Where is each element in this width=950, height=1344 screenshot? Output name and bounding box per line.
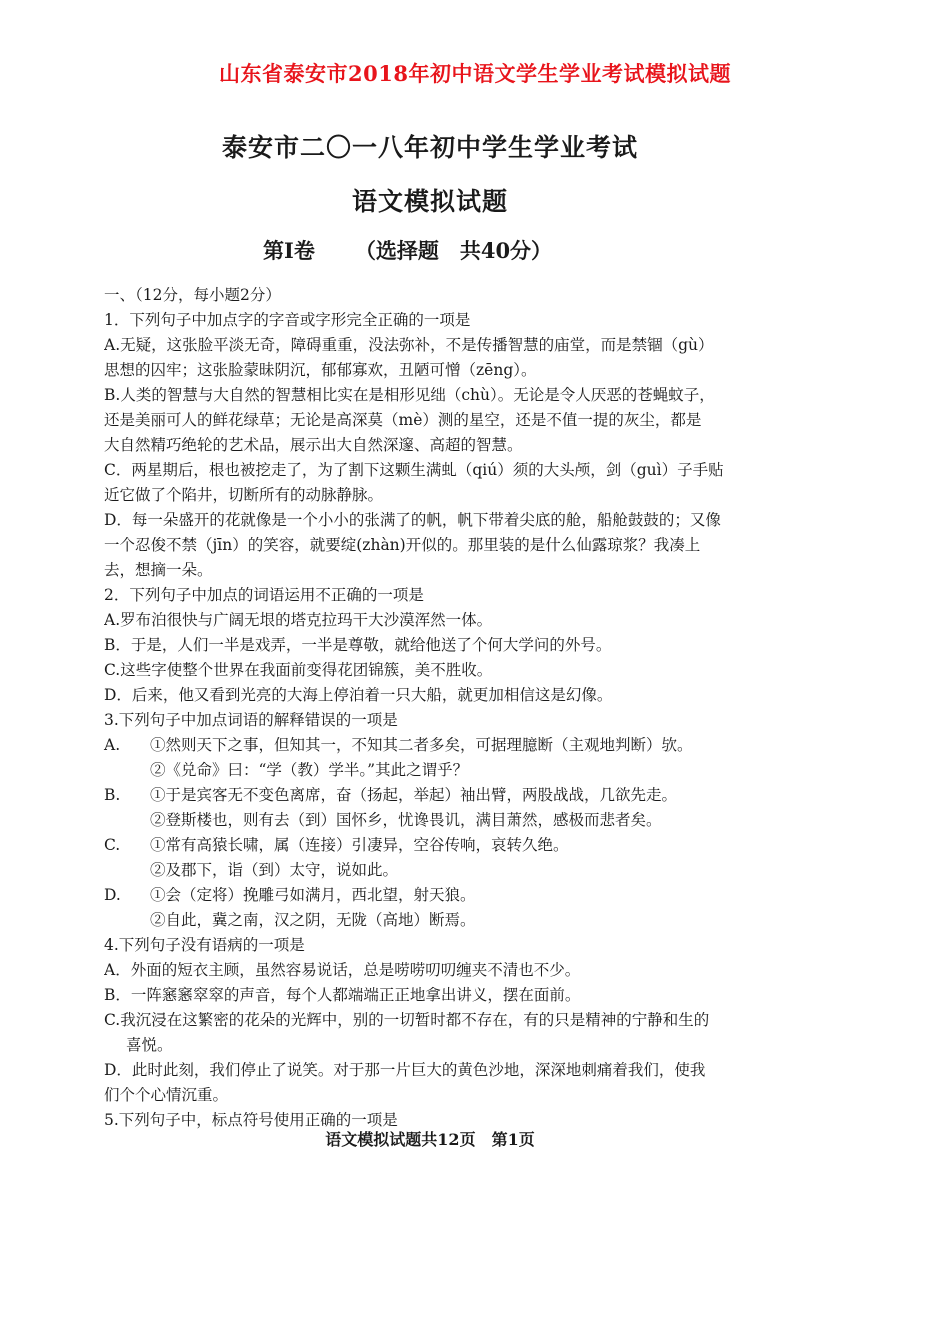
part-label: 第Ⅰ卷 (263, 238, 315, 263)
option-label: B. (104, 786, 121, 804)
question-4-option: B．一阵窸窸窣窣的声音，每个人都端端正正地拿出讲义，摆在面前。 (104, 986, 581, 1004)
option-text: ①常有高猿长啸，属（连接）引凄异，空谷传响，哀转久绝。 (150, 836, 569, 854)
question-3-option (104, 783, 774, 808)
option-text: ①于是宾客无不变色离席，奋（扬起，举起）袖出臂，两股战战，几欲先走。 (150, 786, 678, 804)
question-3-option (104, 733, 774, 758)
option-label: A. (104, 736, 121, 754)
option-text: ②《兑命》曰：“学（教）学半。”其此之谓乎？ (150, 761, 469, 779)
question-4-option: 们个个心情沉重。 (104, 1086, 229, 1104)
option-text: ①然则天下之事，但知其一，不知其二者多矣，可据理臆断（主观地判断）欤。 (150, 736, 693, 754)
question-2-option: D．后来，他又看到光亮的大海上停泊着一只大船，就更加相信这是幻像。 (104, 686, 613, 704)
question-4-option: D．此时此刻，我们停止了说笑。对于那一片巨大的黄色沙地，深深地刺痛着我们，使我 (104, 1061, 706, 1079)
question-content (104, 283, 774, 1133)
question-1-stem: 1．下列句子中加点字的字音或字形完全正确的一项是 (104, 311, 471, 329)
question-3-stem: 3.下列句子中加点词语的解释错误的一项是 (104, 711, 398, 729)
question-1-line: 一个忍俊不禁（jīn）的笑容，就要绽(zhàn)开似的。那里装的是什么仙露琼浆？我凑上 (104, 536, 701, 554)
option-text: ②及郡下，诣（到）太守，说如此。 (150, 861, 399, 879)
question-2-option: A.罗布泊很快与广阔无垠的塔克拉玛干大沙漠浑然一体。 (104, 611, 493, 629)
exam-title: 泰安市二〇一八年初中学生学业考试 (221, 133, 638, 162)
question-1-line: 近它做了个陷井，切断所有的动脉静脉。 (104, 486, 384, 504)
question-1-line: C．两星期后，根也被挖走了，为了割下这颗生满虬（qiú）须的大头颅，剑（guì）子手贴 (104, 461, 724, 479)
option-label: D. (104, 886, 121, 904)
question-1-line: 去，想摘一朵。 (104, 561, 213, 579)
option-label: C. (104, 836, 121, 854)
question-3-option (104, 833, 774, 858)
question-2-stem: 2．下列句子中加点的词语运用不正确的一项是 (104, 586, 424, 604)
question-1-line: 还是美丽可人的鲜花绿草；无论是高深莫（mè）测的星空，还是不值一提的灰尘，都是 (104, 411, 702, 429)
section-header: 一、（12分，每小题2分） (104, 286, 281, 304)
question-5-stem: 5.下列句子中，标点符号使用正确的一项是 (104, 1111, 398, 1129)
question-1-line: 大自然精巧绝轮的艺术品，展示出大自然深邃、高超的智慧。 (104, 436, 523, 454)
question-1-line: 思想的囚牢；这张脸蒙昧阴沉，郁郁寡欢，丑陋可憎（zēng）。 (104, 361, 537, 379)
option-text: ①会（定将）挽雕弓如满月，西北望，射天狼。 (150, 886, 476, 904)
question-2-option: B．于是，人们一半是戏弄，一半是尊敬，就给他送了个何大学问的外号。 (104, 636, 612, 654)
question-4-option: C.我沉浸在这繁密的花朵的光辉中，别的一切暂时都不存在，有的只是精神的宁静和生的 (104, 1011, 710, 1029)
question-1-line: D．每一朵盛开的花就像是一个小小的张满了的帆，帆下带着尖底的舱，船舱鼓鼓的；又像 (104, 511, 721, 529)
question-2-option: C.这些字使整个世界在我面前变得花团锦簇，美不胜收。 (104, 661, 493, 679)
part-description: （选择题 共40分） (354, 238, 553, 263)
question-3-option (104, 883, 774, 908)
question-1-line: B.人类的智慧与大自然的智慧相比实在是相形见绌（chù）。无论是令人厌恶的苍蝇蚊子， (104, 386, 715, 404)
exam-subtitle: 语文模拟试题 (351, 187, 508, 216)
question-1-line: A.无疑，这张脸平淡无奇，障碍重重，没法弥补，不是传播智慧的庙堂，而是禁锢（gù） (104, 336, 714, 354)
question-4-option: 喜悦。 (126, 1036, 173, 1054)
option-text: ②自此，冀之南，汉之阴，无陇（高地）断焉。 (150, 911, 476, 929)
document-banner-title: 山东省泰安市2018年初中语文学生学业考试模拟试题 (219, 61, 731, 86)
question-4-option: A．外面的短衣主顾，虽然容易说话，总是唠唠叨叨缠夹不清也不少。 (104, 961, 581, 979)
part-heading (263, 235, 552, 265)
question-4-stem: 4.下列句子没有语病的一项是 (104, 936, 305, 954)
page-footer: 语文模拟试题共12页 第1页 (325, 1130, 535, 1149)
option-text: ②登斯楼也，则有去（到）国怀乡，忧谗畏讥，满目萧然，感极而悲者矣。 (150, 811, 662, 829)
